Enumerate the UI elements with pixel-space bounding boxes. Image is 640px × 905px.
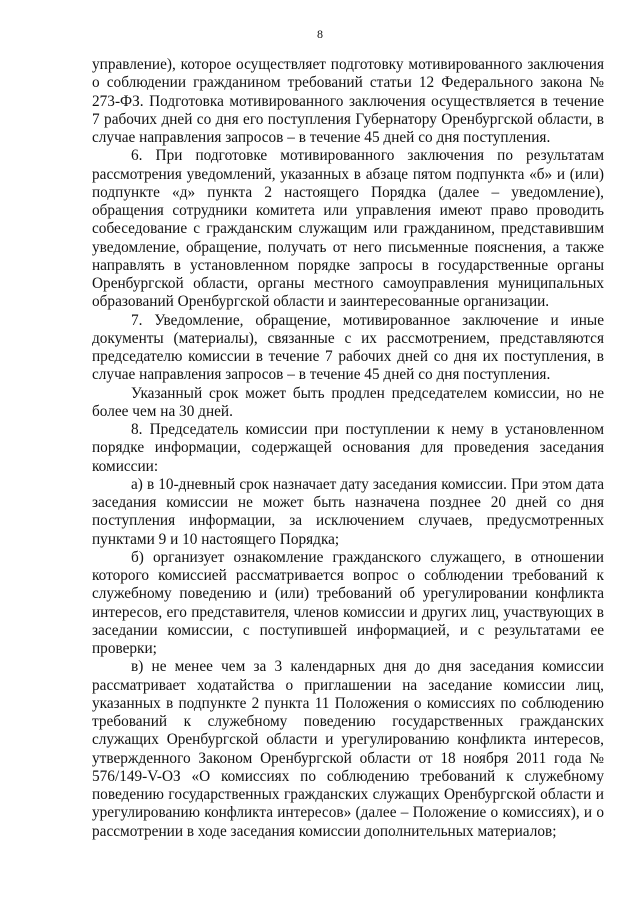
paragraph-item-7: 7. Уведомление, обращение, мотивированное заключение и иные документы (материалы), связанные с их рассмотрением, представляются председателю комиссии в течение 7 рабочих дней со дня их поступления, в случае направления запросов – в течение 45 дней со дня поступления. <box>92 311 604 384</box>
paragraph-subitem-v: в) не менее чем за 3 календарных дня до дня заседания комиссии рассматривает ходатайства о приглашении на заседание комиссии лиц, указанных в подпункте 2 пункта 11 Положения о комиссиях по соблюдению требований к служебному поведению государственных гражданских служащих Оренбургской области и урегулированию конфликта интересов, утвержденного Законом Оренбургской области от 18 ноября 2011 года № 576/149-V-ОЗ «О комиссиях по соблюдению требований к служебному поведению государственных гражданских служащих Оренбургской области и урегулированию конфликта интересов» (далее – Положение о комиссиях), и о рассмотрении в ходе заседания комиссии дополнительных материалов; <box>92 658 604 840</box>
paragraph-continuation: управление), которое осуществляет подготовку мотивированного заключения о соблюдении гражданином требований статьи 12 Федерального закона № 273-ФЗ. Подготовка мотивированного заключения осуществляется в течение 7 рабочих дней со дня его поступления Губернатору Оренбургской области, в случае направления запросов – в течение 45 дней со дня поступления. <box>92 56 604 146</box>
paragraph-term-extension: Указанный срок может быть продлен председателем комиссии, но не более чем на 30 дней. <box>92 384 604 420</box>
paragraph-item-8: 8. Председатель комиссии при поступлении к нему в установленном порядке информации, содержащей основания для проведения заседания комиссии: <box>92 421 604 475</box>
paragraph-subitem-a: а) в 10-дневный срок назначает дату заседания комиссии. При этом дата заседания комиссии не может быть назначена позднее 20 дней со дня поступления информации, за исключением случаев, предусмотренных пунктами 9 и 10 настоящего Порядка; <box>92 475 604 548</box>
page-number: 8 <box>317 27 323 41</box>
document-body <box>92 56 604 841</box>
paragraph-item-6: 6. При подготовке мотивированного заключения по результатам рассмотрения уведомлений, указанных в абзаце пятом подпункта «б» и (или) подпункте «д» пункта 2 настоящего Порядка (далее – уведомление), обращения сотрудники комитета или управления имеют право проводить собеседование с гражданским служащим или гражданином, представившим уведомление, обращение, получать от него письменные пояснения, а также направлять в установленном порядке запросы в государственные органы Оренбургской области, органы местного самоуправления муниципальных образований Оренбургской области и заинтересованные организации. <box>92 147 604 311</box>
paragraph-subitem-b: б) организует ознакомление гражданского служащего, в отношении которого комиссией рассматривается вопрос о соблюдении требований к служебному поведению и (или) требований об урегулировании конфликта интересов, его представителя, членов комиссии и других лиц, участвующих в заседании комиссии, с поступившей информацией, и с результатами ее проверки; <box>92 548 604 657</box>
